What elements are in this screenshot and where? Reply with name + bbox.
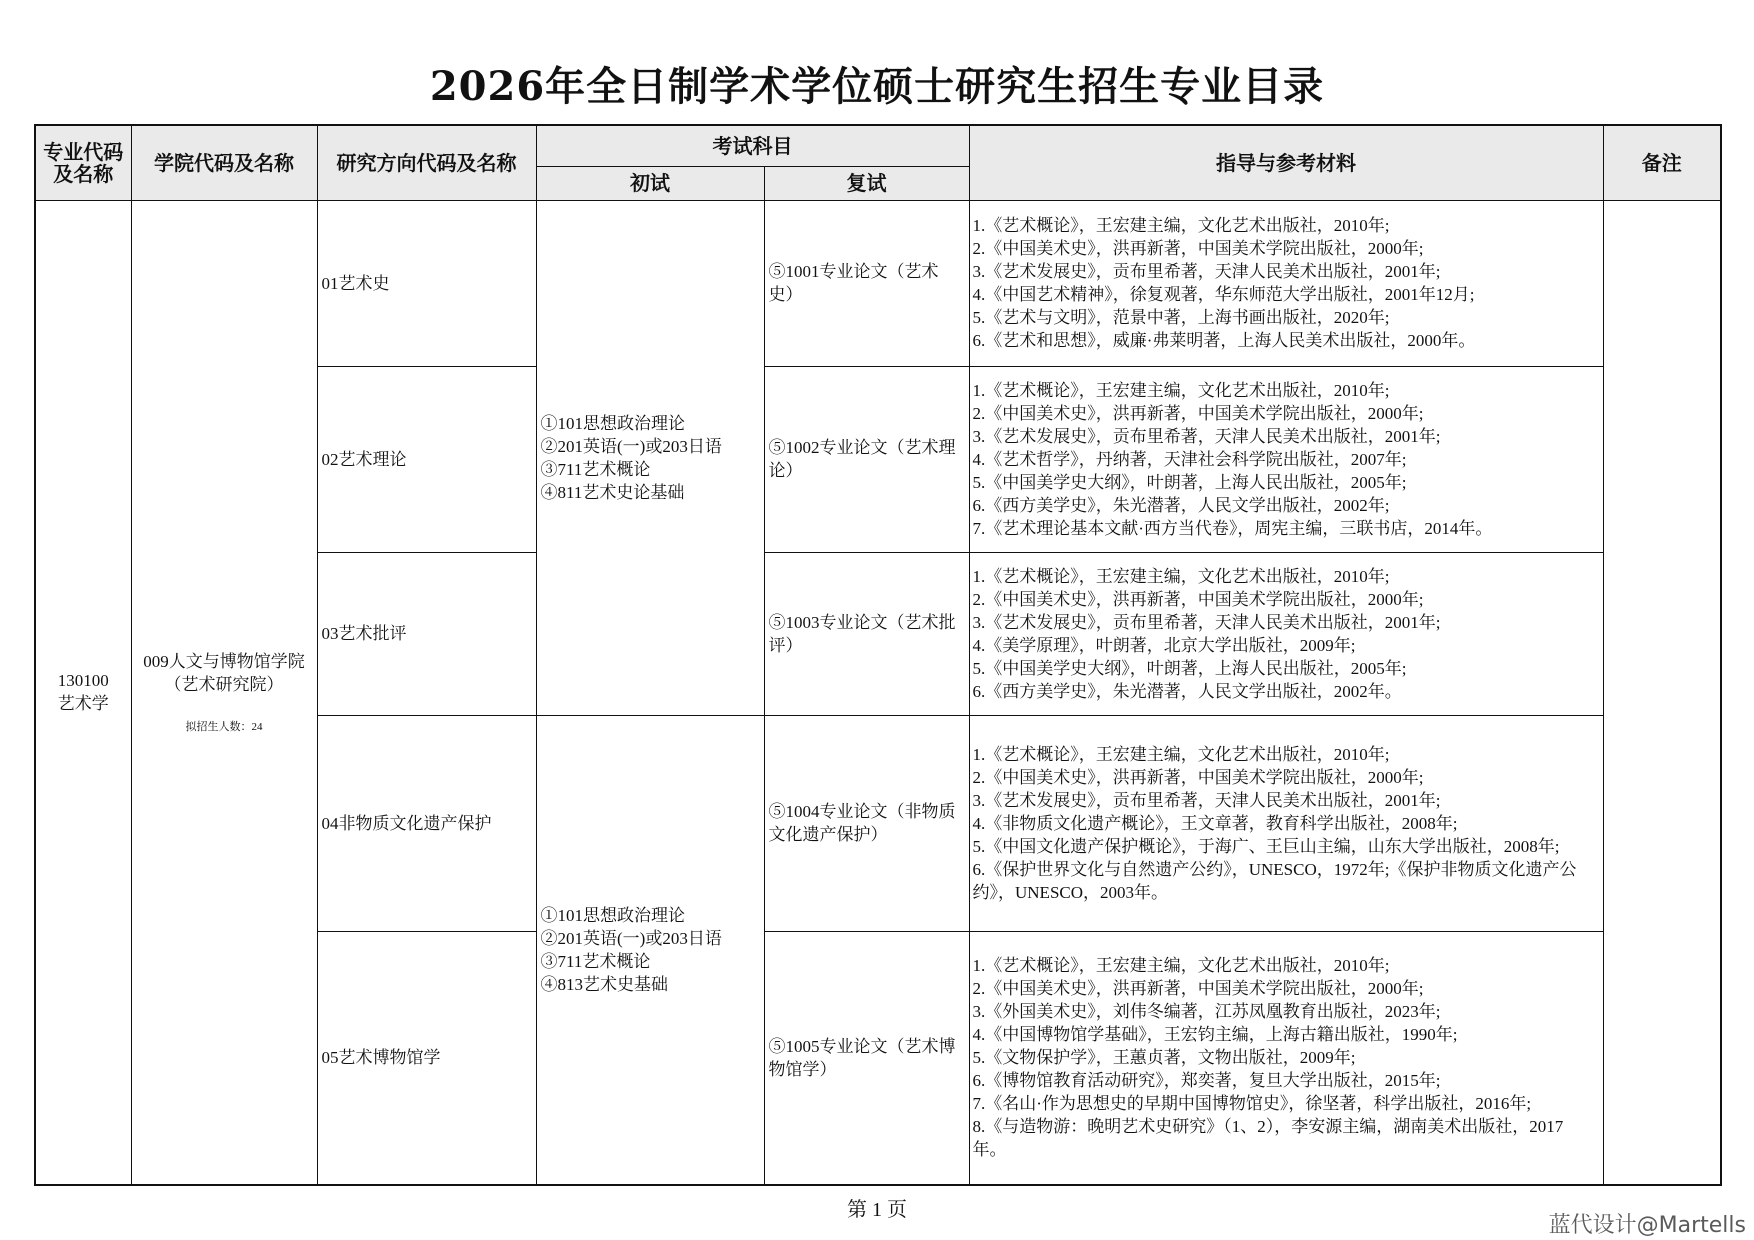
college-cell xyxy=(131,200,317,1185)
header-notes: 备注 xyxy=(1603,125,1721,200)
refs-cell: 1.《艺术概论》，王宏建主编，文化艺术出版社，2010年; 2.《中国美术史》，洪再新著，中国美术学院出版社，2000年; 3.《艺术发展史》，贡布里希著，天津人民美术出版社，2001年; 4.《美学原理》，叶朗著，北京大学出版社，2009年; 5.《中国美学史大纲》，叶朗著，上海人民出版社，2005年; 6.《西方美学史》，朱光潜著，人民文学出版社，2002年。 xyxy=(969,552,1603,715)
direction-cell: 05艺术博物馆学 xyxy=(317,931,536,1185)
college-name: 009人文与博物馆学院 xyxy=(143,652,305,672)
major-code: 130100 xyxy=(57,671,109,691)
header-refs: 指导与参考材料 xyxy=(969,125,1603,200)
refs-cell: 1.《艺术概论》，王宏建主编，文化艺术出版社，2010年; 2.《中国美术史》，洪再新著，中国美术学院出版社，2000年; 3.《艺术发展史》，贡布里希著，天津人民美术出版社，2001年; 4.《艺术哲学》，丹纳著，天津社会科学院出版社，2007年; 5.《中国美学史大纲》，叶朗著，上海人民出版社，2005年; 6.《西方美学史》，朱光潜著，人民文学出版社，2002年; 7.《艺术理论基本文献·西方当代卷》，周宪主编，三联书店，2014年。 xyxy=(969,366,1603,552)
refs-cell: 1.《艺术概论》，王宏建主编，文化艺术出版社，2010年; 2.《中国美术史》，洪再新著，中国美术学院出版社，2000年; 3.《艺术发展史》，贡布里希著，天津人民美术出版社，2001年; 4.《中国艺术精神》，徐复观著，华东师范大学出版社，2001年12月; 5.《艺术与文明》，范景中著，上海书画出版社，2020年; 6.《艺术和思想》，威廉·弗莱明著，上海人民美术出版社，2000年。 xyxy=(969,200,1603,366)
direction-cell: 03艺术批评 xyxy=(317,552,536,715)
initial-exam-cell: ①101思想政治理论 ②201英语(一)或203日语 ③711艺术概论 ④811艺术史论基础 xyxy=(536,200,764,715)
table-row xyxy=(35,200,1721,366)
notes-cell xyxy=(1603,200,1721,1185)
header-major: 专业代码及名称 xyxy=(35,125,131,200)
direction-cell: 01艺术史 xyxy=(317,200,536,366)
refs-cell: 1.《艺术概论》，王宏建主编，文化艺术出版社，2010年; 2.《中国美术史》，洪再新著，中国美术学院出版社，2000年; 3.《艺术发展史》，贡布里希著，天津人民美术出版社，2001年; 4.《非物质文化遗产概论》，王文章著，教育科学出版社，2008年; 5.《中国文化遗产保护概论》，于海广、王巨山主编，山东大学出版社，2008年; 6.《保护世界文化与自然遗产公约》，UNESCO，1972年;《保护非物质文化遗产公约》，UNESCO，2003年。 xyxy=(969,715,1603,931)
header-initial: 初试 xyxy=(536,166,764,200)
retest-cell: ⑤1003专业论文（艺术批评） xyxy=(764,552,969,715)
watermark: 蓝代设计@Martells xyxy=(1548,1213,1746,1238)
header-retest: 复试 xyxy=(764,166,969,200)
refs-cell: 1.《艺术概论》，王宏建主编，文化艺术出版社，2010年; 2.《中国美术史》，洪再新著，中国美术学院出版社，2000年; 3.《外国美术史》，刘伟冬编著，江苏凤凰教育出版社，2023年; 4.《中国博物馆学基础》，王宏钧主编，上海古籍出版社，1990年; 5.《文物保护学》，王蕙贞著，文物出版社，2009年; 6.《博物馆教育活动研究》，郑奕著，复旦大学出版社，2015年; 7.《名山·作为思想史的早期中国博物馆史》，徐坚著，科学出版社，2016年; 8.《与造物游：晚明艺术史研究》（1、2），李安源主编，湖南美术出版社，2017年。 xyxy=(969,931,1603,1185)
retest-cell: ⑤1001专业论文（艺术史） xyxy=(764,200,969,366)
catalog-table xyxy=(34,124,1722,1186)
major-cell xyxy=(35,200,131,1185)
header-college: 学院代码及名称 xyxy=(131,125,317,200)
initial-exam-cell: ①101思想政治理论 ②201英语(一)或203日语 ③711艺术概论 ④813艺术史基础 xyxy=(536,715,764,1185)
retest-cell: ⑤1005专业论文（艺术博物馆学） xyxy=(764,931,969,1185)
retest-cell: ⑤1002专业论文（艺术理论） xyxy=(764,366,969,552)
retest-cell: ⑤1004专业论文（非物质文化遗产保护） xyxy=(764,715,969,931)
college-sub: （艺术研究院） xyxy=(164,675,284,695)
major-name: 艺术学 xyxy=(57,694,109,714)
enrollment-quota: 拟招生人数：24 xyxy=(185,721,263,734)
page-number: 第 1 页 xyxy=(847,1199,907,1221)
header-exam: 考试科目 xyxy=(536,125,969,166)
page-title: 2026年全日制学术学位硕士研究生招生专业目录 xyxy=(429,63,1325,110)
header-direction: 研究方向代码及名称 xyxy=(317,125,536,200)
direction-cell: 04非物质文化遗产保护 xyxy=(317,715,536,931)
direction-cell: 02艺术理论 xyxy=(317,366,536,552)
